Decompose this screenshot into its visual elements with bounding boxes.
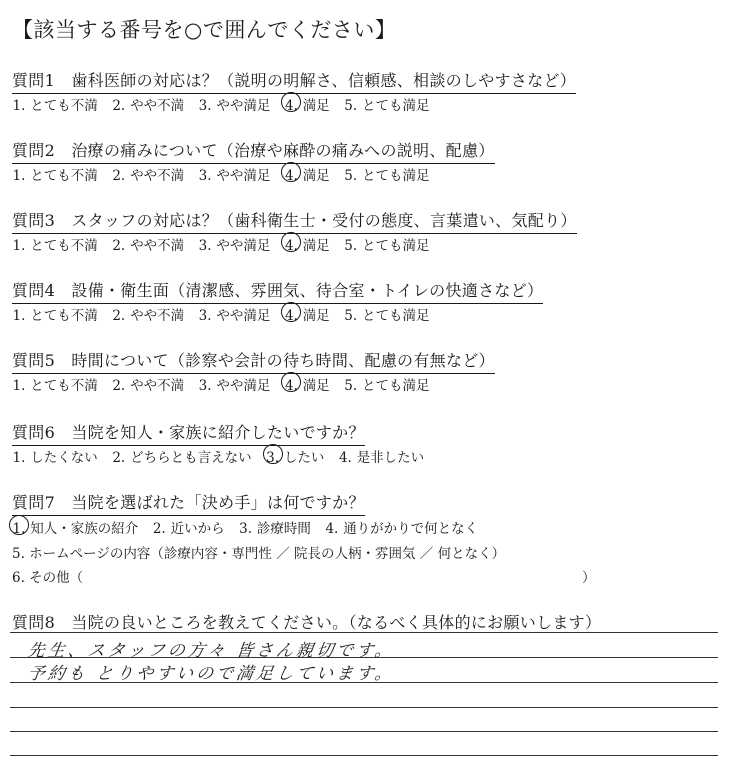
option-label: やや満足 (216, 98, 271, 114)
q1-title: 質問1 歯科医師の対応は？（説明の明解さ、信頼感、相談のしやすさなど） (12, 68, 576, 94)
q1-option-1[interactable] (12, 94, 98, 114)
q2-option-4[interactable] (284, 164, 329, 184)
option-label: やや満足 (216, 378, 271, 394)
option-number: 2. (112, 98, 126, 114)
option-number: 1. (12, 521, 26, 537)
option-number: 5. (344, 308, 358, 324)
option-number: 4. (284, 238, 298, 254)
q8-title: 質問8 当院の良いところを教えてください。（なるべく具体的にお願いします） (12, 613, 602, 632)
q2-title: 質問2 治療の痛みについて（治療や麻酔の痛みへの説明、配慮） (12, 138, 495, 164)
q1-option-5[interactable] (344, 94, 430, 114)
handwritten-answer-line-2: 予約も とりやすいので満足しています。 (26, 664, 397, 684)
option-label: やや満足 (216, 308, 271, 324)
option-label: したくない (30, 450, 98, 466)
option-number: 3. (239, 521, 253, 537)
q5-option-4[interactable] (284, 374, 329, 394)
q6-title: 質問6 当院を知人・家族に紹介したいですか？ (12, 420, 365, 446)
option-number: 1. (12, 238, 26, 254)
option-number: 1. (12, 308, 26, 324)
option-label: 是非したい (356, 450, 425, 466)
q3-option-3[interactable] (198, 234, 270, 254)
option-label: とても満足 (361, 168, 430, 184)
q7-option-3[interactable] (239, 517, 311, 537)
q3-title: 質問3 スタッフの対応は？（歯科衛生士・受付の態度、言葉遣い、気配り） (12, 208, 577, 234)
option-label: 知人・家族の紹介 (30, 521, 139, 537)
option-number: 4. (338, 450, 352, 466)
q5-option-5[interactable] (344, 374, 430, 394)
option-number: 5. (344, 98, 358, 114)
option-number: 5. (344, 378, 358, 394)
option-number: 1. (12, 98, 26, 114)
option-label: とても不満 (30, 98, 98, 114)
option-label: 満足 (302, 238, 330, 254)
option-label: とても不満 (30, 378, 98, 394)
option-number: 4. (284, 168, 298, 184)
q3-option-2[interactable] (112, 234, 184, 254)
q5-title: 質問5 時間について（診察や会計の待ち時間、配慮の有無など） (12, 348, 495, 374)
option-label: 通りがかりで何となく (343, 521, 479, 537)
q5-option-3[interactable] (198, 374, 270, 394)
option-label: やや不満 (130, 238, 185, 254)
option-label: 満足 (302, 168, 330, 184)
option-number: 3. (266, 450, 280, 466)
option-number: 3. (198, 168, 212, 184)
option-number: 2. (112, 308, 126, 324)
q1-option-3[interactable] (198, 94, 270, 114)
option-label: とても不満 (30, 308, 98, 324)
option-label: やや満足 (216, 238, 271, 254)
option-label: とても満足 (361, 98, 430, 114)
answer-line (10, 755, 718, 756)
option-number: 2. (152, 521, 166, 537)
option-label: やや不満 (130, 378, 185, 394)
q7-title: 質問7 当院を選ばれた「決め手」は何ですか？ (12, 490, 365, 516)
q7-option-4[interactable] (325, 517, 478, 537)
option-number: 2. (112, 238, 126, 254)
option-number: 3. (198, 238, 212, 254)
q3-options (12, 234, 443, 254)
q5-option-1[interactable] (12, 374, 98, 394)
option-label: とても満足 (361, 238, 430, 254)
q6-option-4[interactable] (338, 446, 424, 466)
q7-option-6-close: ） (582, 570, 596, 586)
q2-option-3[interactable] (198, 164, 270, 184)
q1-option-4[interactable] (284, 94, 329, 114)
q1-options (12, 94, 443, 114)
q6-option-2[interactable] (112, 446, 252, 466)
option-label: どちらとも言えない (130, 450, 252, 466)
q4-option-1[interactable] (12, 304, 98, 324)
option-number: 1. (12, 450, 26, 466)
q5-options (12, 374, 443, 394)
answer-line (10, 707, 718, 708)
option-label: やや満足 (216, 168, 271, 184)
option-number: 2. (112, 168, 126, 184)
q6-option-1[interactable] (12, 446, 98, 466)
q4-options (12, 304, 443, 324)
q2-option-2[interactable] (112, 164, 184, 184)
option-number: 4. (284, 98, 298, 114)
q4-title: 質問4 設備・衛生面（清潔感、雰囲気、待合室・トイレの快適さなど） (12, 278, 543, 304)
option-number: 3. (198, 378, 212, 394)
q4-option-3[interactable] (198, 304, 270, 324)
option-label: 満足 (302, 308, 330, 324)
q6-option-3[interactable] (266, 446, 325, 466)
option-number: 4. (325, 521, 339, 537)
option-number: 1. (12, 168, 26, 184)
option-number: 4. (284, 308, 298, 324)
q4-option-4[interactable] (284, 304, 329, 324)
answer-line (10, 632, 718, 633)
answer-line (10, 731, 718, 732)
q2-options (12, 164, 443, 184)
option-label: とても不満 (30, 238, 98, 254)
option-number: 2. (112, 450, 126, 466)
option-label: とても満足 (361, 308, 430, 324)
q4-option-5[interactable] (344, 304, 430, 324)
q6-options (12, 446, 438, 466)
option-label: 満足 (302, 98, 330, 114)
option-label: 満足 (302, 378, 330, 394)
option-label: やや不満 (130, 98, 185, 114)
option-number: 5. (344, 168, 358, 184)
option-label: やや不満 (130, 308, 185, 324)
q4-option-2[interactable] (112, 304, 184, 324)
q3-option-5[interactable] (344, 234, 430, 254)
option-label: とても満足 (361, 378, 430, 394)
option-label: やや不満 (130, 168, 185, 184)
option-number: 2. (112, 378, 126, 394)
option-number: 1. (12, 378, 26, 394)
option-label: 診療時間 (256, 521, 311, 537)
q2-option-1[interactable] (12, 164, 98, 184)
q7-option-5[interactable]: 5. ホームページの内容（診療内容・専門性 ／ 院長の人柄・雰囲気 ／ 何となく） (12, 546, 506, 562)
handwritten-answer-line-1: 先生、スタッフの方々 皆さん親切です。 (26, 641, 397, 661)
q2-option-5[interactable] (344, 164, 430, 184)
q5-option-2[interactable] (112, 374, 184, 394)
option-number: 4. (284, 378, 298, 394)
option-label: したい (283, 450, 325, 466)
option-number: 5. (344, 238, 358, 254)
q7-options-row1 (12, 517, 492, 537)
option-number: 3. (198, 308, 212, 324)
q7-option-2[interactable] (152, 517, 224, 537)
instruction-heading: 【該当する番号を○で囲んでください】 (12, 18, 397, 42)
q7-option-6-label[interactable]: 6. その他（ (12, 570, 84, 586)
q7-option-1[interactable] (12, 517, 138, 537)
option-label: 近いから (170, 521, 225, 537)
option-label: とても不満 (30, 168, 98, 184)
q1-option-2[interactable] (112, 94, 184, 114)
option-number: 3. (198, 98, 212, 114)
q3-option-1[interactable] (12, 234, 98, 254)
q3-option-4[interactable] (284, 234, 329, 254)
